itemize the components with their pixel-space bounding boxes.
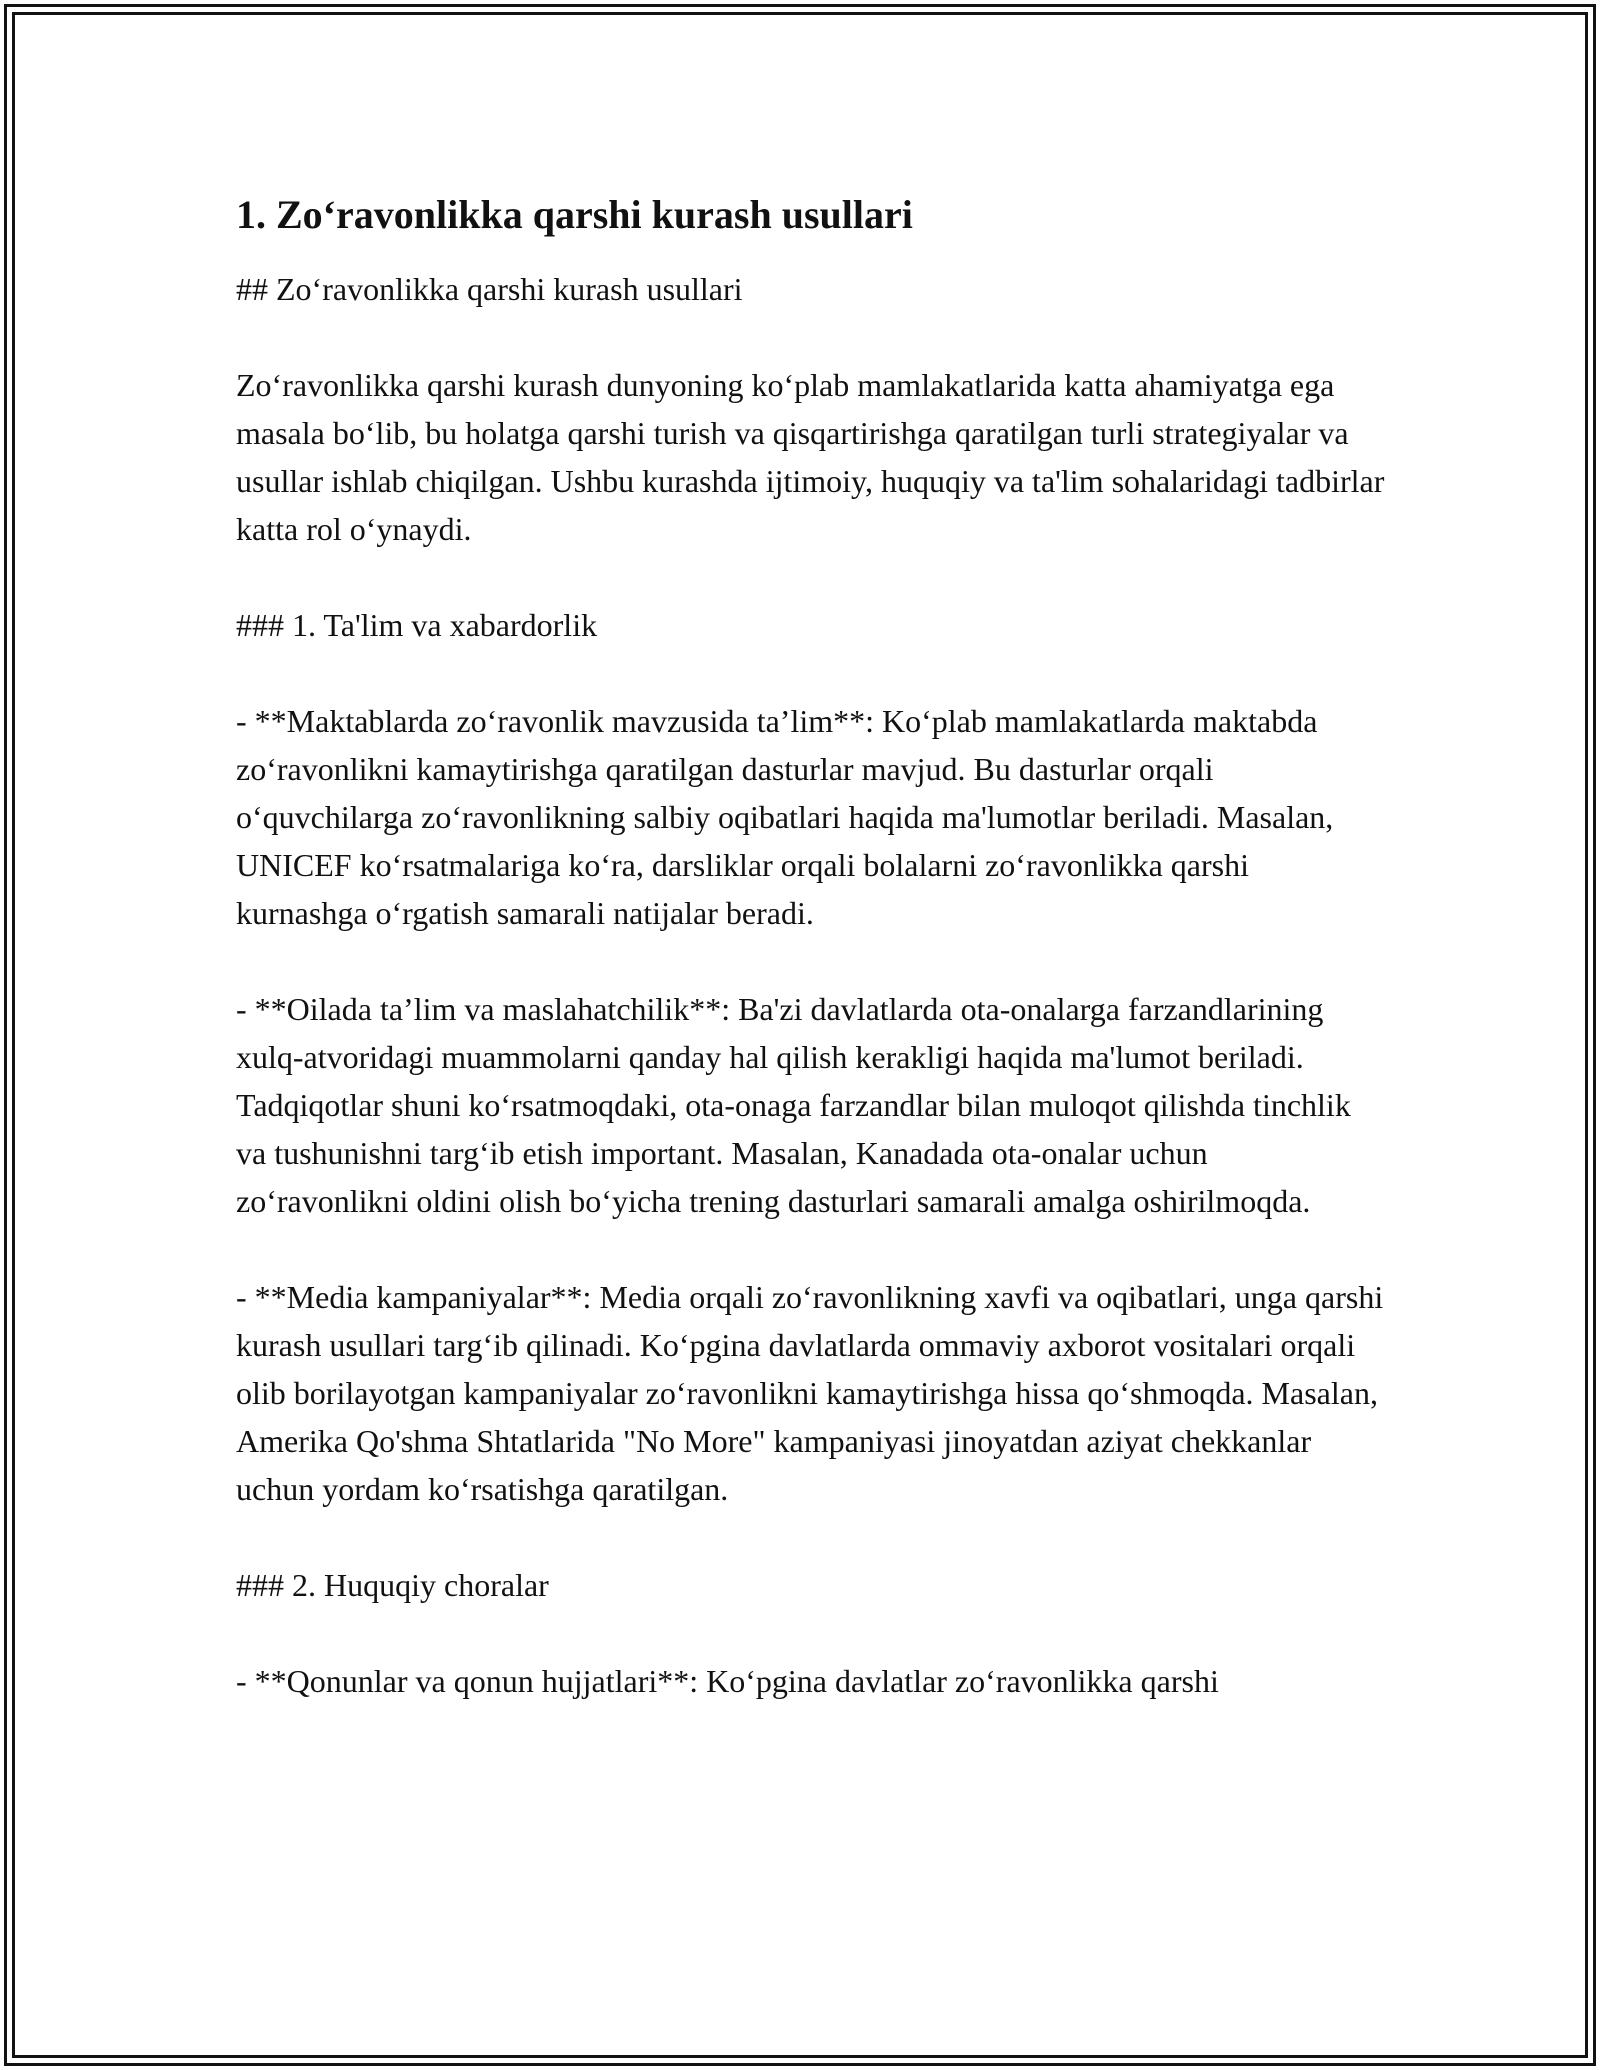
list-item-paragraph: - **Maktablarda zo‘ravonlik mavzusida ta’lim**: Ko‘plab mamlakatlarda maktabda zo‘ravonlikni kamaytirishga qaratilgan dasturlar mavjud. Bu dasturlar orqali o‘quvchilarga zo‘ravonlikning salbiy oqibatlari haqida ma'lumotlar beriladi. Masalan, UNICEF ko‘rsatmalariga ko‘ra, darsliklar orqali bolalarni zo‘ravonlikka qarshi kurnashga o‘rgatish samarali natijalar beradi. (236, 703, 1334, 931)
document-title: 1. Zo‘ravonlikka qarshi kurash usullari (236, 192, 913, 237)
section-heading: ### 2. Huquqiy choralar (236, 1567, 549, 1603)
list-item-paragraph: - **Media kampaniyalar**: Media orqali zo‘ravonlikning xavfi va oqibatlari, unga qarshi kurash usullari targ‘ib qilinadi. Ko‘pgina davlatlarda ommaviy axborot vositalari orqali olib borilayotgan kampaniyalar zo‘ravonlikni kamaytirishga hissa qo‘shmoqda. Masalan, Amerika Qo'shma Shtatlarida "No More" kampaniyasi jinoyatdan aziyat chekkanlar uchun yordam ko‘rsatishga qaratilgan. (236, 1279, 1384, 1507)
document-page (236, 183, 1386, 1753)
section-heading: ### 1. Ta'lim va xabardorlik (236, 607, 598, 643)
list-item-paragraph: - **Oilada ta’lim va maslahatchilik**: Ba'zi davlatlarda ota-onalarga farzandlarining xulq-atvoridagi muammolarni qanday hal qilish kerakligi haqida ma'lumot beriladi. Tadqiqotlar shuni ko‘rsatmoqdaki, ota-onaga farzandlar bilan muloqot qilishda tinchlik va tushunishni targ‘ib etish important. Masalan, Kanadada ota-onalar uchun zo‘ravonlikni oldini olish bo‘yicha trening dasturlari samarali amalga oshirilmoqda. (236, 991, 1351, 1219)
intro-paragraph: Zo‘ravonlikka qarshi kurash dunyoning ko‘plab mamlakatlarida katta ahamiyatga ega masala bo‘lib, bu holatga qarshi turish va qisqartirishga qaratilgan turli strategiyalar va usullar ishlab chiqilgan. Ushbu kurashda ijtimoiy, huquqiy va ta'lim sohalaridagi tadbirlar katta rol o‘ynaydi. (236, 367, 1385, 547)
list-item-paragraph: - **Qonunlar va qonun hujjatlari**: Ko‘pgina davlatlar zo‘ravonlikka qarshi (236, 1663, 1219, 1699)
heading-line: ## Zo‘ravonlikka qarshi kurash usullari (236, 271, 743, 307)
